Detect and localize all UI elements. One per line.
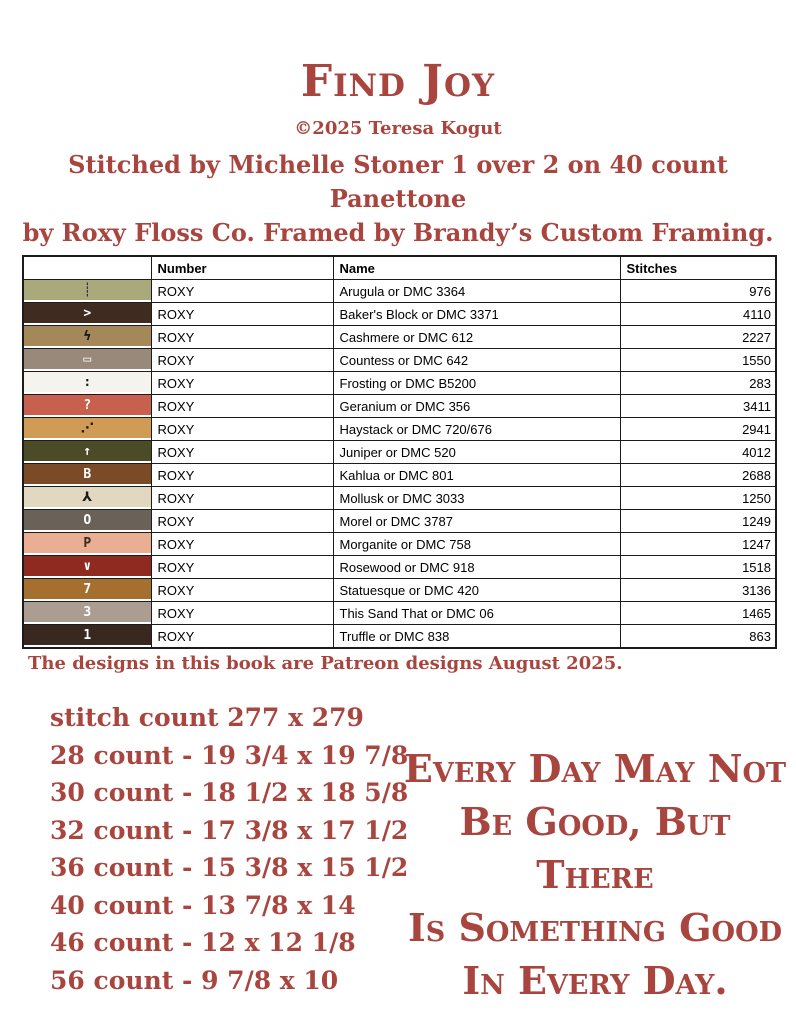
size-line: 36 count - 15 3/8 x 15 1/2 <box>50 853 409 882</box>
stitch-symbol: : <box>83 374 92 390</box>
floss-table-body <box>23 280 776 649</box>
quote-line: In Every Day. <box>462 958 728 1003</box>
stitch-count-value: 2227 <box>620 326 776 349</box>
floss-name: Arugula or DMC 3364 <box>333 280 620 303</box>
stitch-count-value: 3411 <box>620 395 776 418</box>
stitch-count-value: 2688 <box>620 464 776 487</box>
symbol-cell <box>23 556 151 579</box>
floss-name: Juniper or DMC 520 <box>333 441 620 464</box>
stitch-count-value: 1250 <box>620 487 776 510</box>
column-header-name: Name <box>333 256 620 280</box>
floss-name: Statuesque or DMC 420 <box>333 579 620 602</box>
floss-color-table <box>22 255 777 649</box>
symbol-cell <box>23 280 151 303</box>
size-line: 30 count - 18 1/2 x 18 5/8 <box>50 778 409 807</box>
color-swatch <box>24 487 151 507</box>
stitch-count-value: 1465 <box>620 602 776 625</box>
stitch-symbol: P <box>83 535 92 551</box>
stitch-symbol: > <box>83 305 92 321</box>
color-swatch <box>24 372 151 392</box>
stitch-count-value: 863 <box>620 625 776 649</box>
stitch-symbol: ϟ <box>83 328 92 344</box>
stitch-symbol: ▭ <box>83 351 92 367</box>
description-line-1: Stitched by Michelle Stoner 1 over 2 on 40 count Panettone <box>68 150 728 213</box>
color-swatch <box>24 441 151 461</box>
stitch-count-value: 4012 <box>620 441 776 464</box>
color-swatch <box>24 533 151 553</box>
stitched-by-description <box>0 148 796 250</box>
color-swatch <box>24 510 151 530</box>
floss-name: This Sand That or DMC 06 <box>333 602 620 625</box>
floss-row <box>23 326 776 349</box>
color-swatch <box>24 625 151 645</box>
symbol-cell <box>23 441 151 464</box>
color-swatch <box>24 464 151 484</box>
floss-number: ROXY <box>151 280 333 303</box>
floss-name: Morganite or DMC 758 <box>333 533 620 556</box>
floss-row <box>23 533 776 556</box>
column-header-symbol <box>23 256 151 280</box>
floss-name: Countess or DMC 642 <box>333 349 620 372</box>
floss-table-header-row <box>23 256 776 280</box>
floss-number: ROXY <box>151 625 333 649</box>
floss-number: ROXY <box>151 326 333 349</box>
copyright-line: ©2025 Teresa Kogut <box>294 118 502 139</box>
stitch-symbol: O <box>83 512 92 528</box>
quote-line: Be Good, But There <box>459 799 731 897</box>
symbol-cell <box>23 349 151 372</box>
color-swatch <box>24 280 151 300</box>
floss-name: Haystack or DMC 720/676 <box>333 418 620 441</box>
size-line: 28 count - 19 3/4 x 19 7/8 <box>50 740 409 770</box>
floss-name: Truffle or DMC 838 <box>333 625 620 649</box>
description-line-2: by Roxy Floss Co. Framed by Brandy’s Custom Framing. <box>22 218 774 247</box>
symbol-cell <box>23 579 151 602</box>
stitch-symbol: ↑ <box>83 443 92 459</box>
symbol-cell <box>23 326 151 349</box>
quote-line: Is Something Good <box>407 905 783 950</box>
floss-row <box>23 280 776 303</box>
stitch-count-value: 1249 <box>620 510 776 533</box>
stitch-count-value: 976 <box>620 280 776 303</box>
floss-row <box>23 464 776 487</box>
symbol-cell <box>23 395 151 418</box>
stitch-symbol: 3 <box>83 604 92 620</box>
stitch-symbol: B <box>83 466 92 482</box>
floss-row <box>23 625 776 649</box>
floss-number: ROXY <box>151 395 333 418</box>
floss-name: Rosewood or DMC 918 <box>333 556 620 579</box>
floss-number: ROXY <box>151 372 333 395</box>
stitch-count-value: 1247 <box>620 533 776 556</box>
floss-name: Morel or DMC 3787 <box>333 510 620 533</box>
stitch-count-value: 4110 <box>620 303 776 326</box>
page-title: Find Joy <box>300 56 496 107</box>
symbol-cell <box>23 487 151 510</box>
symbol-cell <box>23 533 151 556</box>
quote-line: Every Day May Not <box>403 746 787 791</box>
quote-text <box>395 742 795 1007</box>
column-header-stitches: Stitches <box>620 256 776 280</box>
stitch-count-value: 3136 <box>620 579 776 602</box>
stitch-count-value: 283 <box>620 372 776 395</box>
stitch-count-value: 1518 <box>620 556 776 579</box>
color-swatch <box>24 395 151 415</box>
floss-number: ROXY <box>151 602 333 625</box>
color-swatch <box>24 303 151 323</box>
stitch-symbol: ⋰ <box>80 420 94 436</box>
floss-row <box>23 510 776 533</box>
size-line: 40 count - 13 7/8 x 14 <box>50 890 356 920</box>
floss-name: Cashmere or DMC 612 <box>333 326 620 349</box>
floss-number: ROXY <box>151 303 333 326</box>
color-swatch <box>24 579 151 599</box>
floss-name: Baker's Block or DMC 3371 <box>333 303 620 326</box>
size-line: stitch count 277 x 279 <box>50 703 364 732</box>
symbol-cell <box>23 602 151 625</box>
symbol-cell <box>23 418 151 441</box>
color-swatch <box>24 349 151 369</box>
floss-row <box>23 395 776 418</box>
floss-row <box>23 487 776 510</box>
floss-number: ROXY <box>151 464 333 487</box>
floss-number: ROXY <box>151 579 333 602</box>
size-line: 46 count - 12 x 12 1/8 <box>50 928 356 957</box>
stitch-symbol: 7 <box>83 581 92 597</box>
floss-number: ROXY <box>151 533 333 556</box>
size-chart <box>50 699 408 999</box>
stitch-symbol: ⅄ <box>82 489 93 505</box>
floss-row <box>23 579 776 602</box>
symbol-cell <box>23 303 151 326</box>
stitch-symbol: ∨ <box>83 558 92 574</box>
patreon-note: The designs in this book are Patreon designs August 2025. <box>28 653 623 674</box>
color-swatch <box>24 418 151 438</box>
floss-name: Geranium or DMC 356 <box>333 395 620 418</box>
stitch-symbol: 1 <box>83 627 92 643</box>
floss-row <box>23 303 776 326</box>
stitch-count-value: 1550 <box>620 349 776 372</box>
floss-number: ROXY <box>151 418 333 441</box>
stitch-count-value: 2941 <box>620 418 776 441</box>
symbol-cell <box>23 372 151 395</box>
floss-row <box>23 372 776 395</box>
floss-number: ROXY <box>151 441 333 464</box>
floss-name: Kahlua or DMC 801 <box>333 464 620 487</box>
symbol-cell <box>23 464 151 487</box>
size-line: 32 count - 17 3/8 x 17 1/2 <box>50 815 409 845</box>
floss-name: Mollusk or DMC 3033 <box>333 487 620 510</box>
floss-number: ROXY <box>151 556 333 579</box>
floss-row <box>23 349 776 372</box>
floss-row <box>23 556 776 579</box>
stitch-symbol: ? <box>83 397 92 413</box>
color-swatch <box>24 602 151 622</box>
column-header-number: Number <box>151 256 333 280</box>
floss-number: ROXY <box>151 510 333 533</box>
floss-number: ROXY <box>151 487 333 510</box>
floss-row <box>23 602 776 625</box>
symbol-cell <box>23 625 151 649</box>
stitch-symbol: ┊ <box>83 282 92 298</box>
floss-row <box>23 418 776 441</box>
symbol-cell <box>23 510 151 533</box>
floss-name: Frosting or DMC B5200 <box>333 372 620 395</box>
size-line: 56 count - 9 7/8 x 10 <box>50 965 339 995</box>
floss-number: ROXY <box>151 349 333 372</box>
color-swatch <box>24 326 151 346</box>
floss-row <box>23 441 776 464</box>
color-swatch <box>24 556 151 576</box>
